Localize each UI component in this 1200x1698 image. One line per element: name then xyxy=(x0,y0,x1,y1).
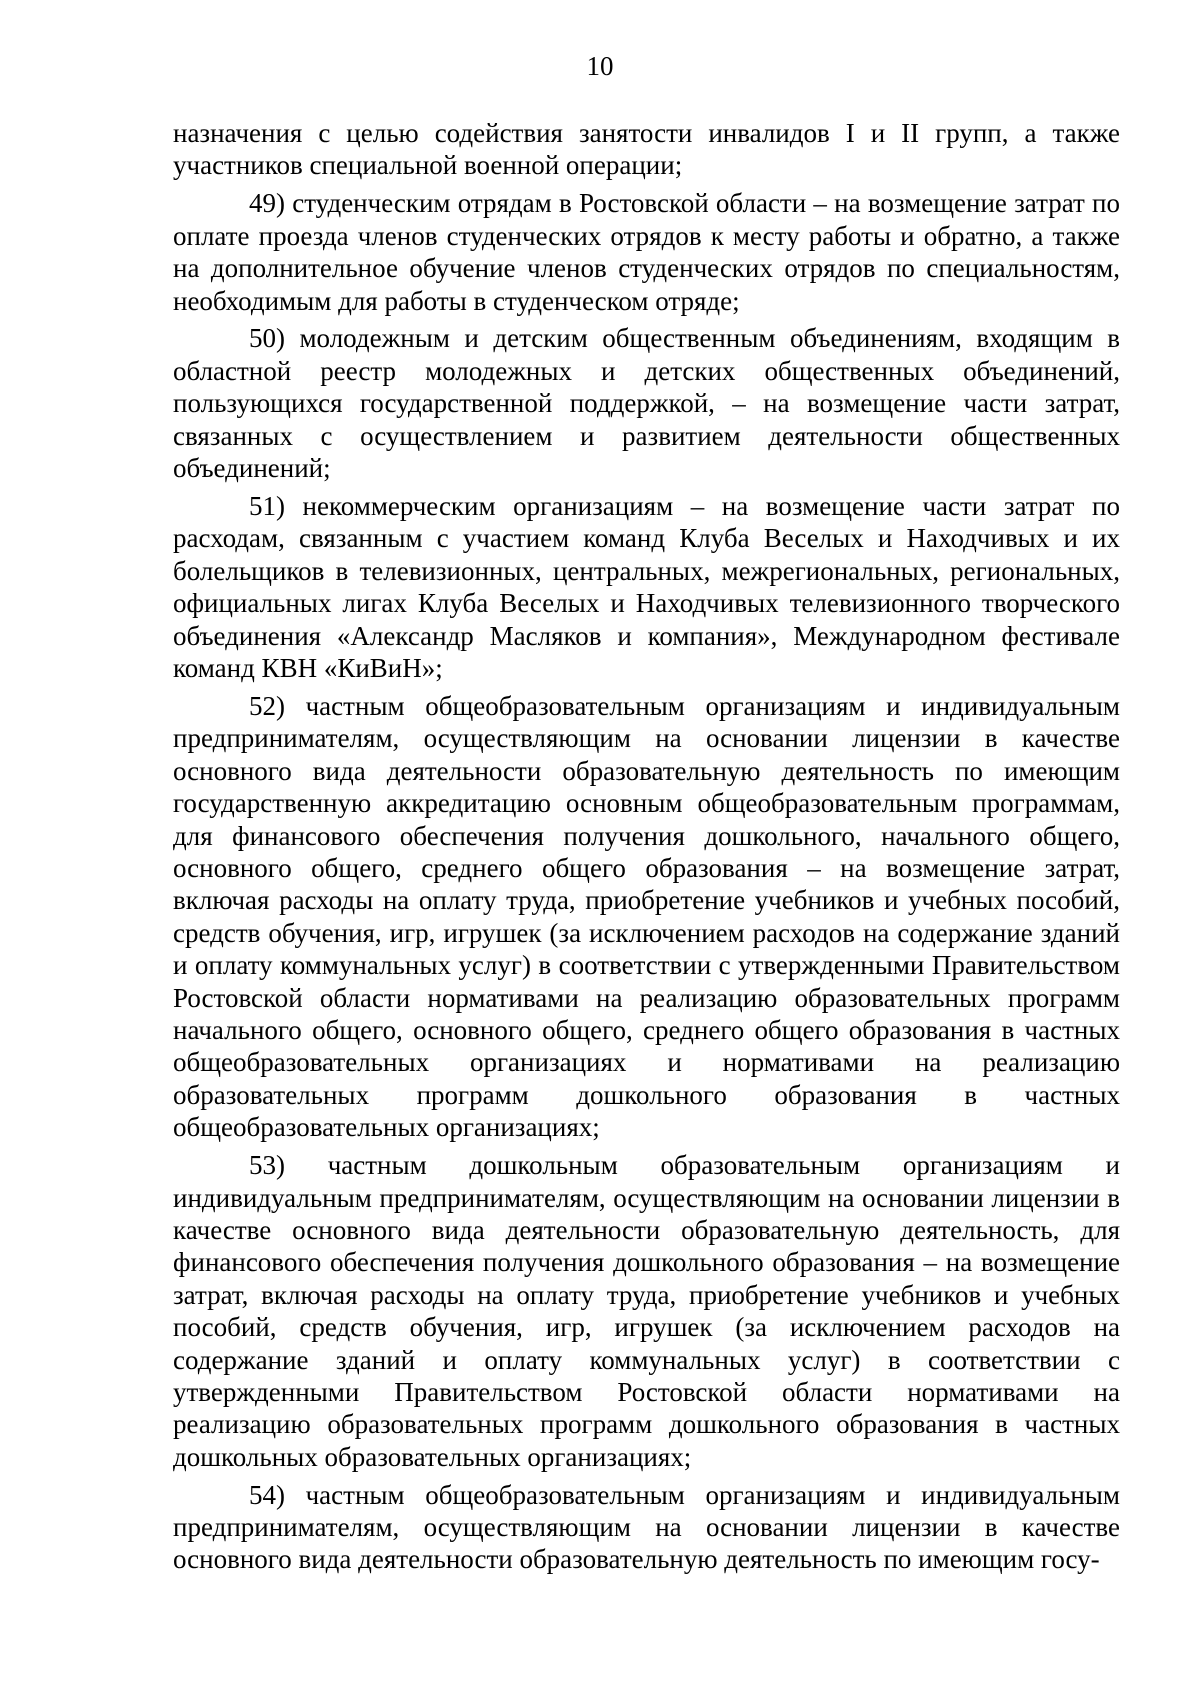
paragraph-item-52: 52) частным общеобразовательным организациям и индивидуальным предпринимателям, осуществляющим на основании лицензии в качестве основного вида деятельности образовательную деятельность по имеющим государственную аккредитацию основным общеобразовательным программам, для финансового обеспечения получения дошкольного, начального общего, основного общего, среднего общего образования – на возмещение затрат, включая расходы на оплату труда, приобретение учебников и учебных пособий, средств обучения, игр, игрушек (за исключением расходов на содержание зданий и оплату коммунальных услуг) в соответствии с утвержденными Правительством Ростовской области нормативами на реализацию образовательных программ начального общего, основного общего, среднего общего образования в частных общеобразовательных организациях и нормативами на реализацию образовательных программ дошкольного образования в частных общеобразовательных организациях; xyxy=(173,690,1120,1143)
paragraph-continuation: назначения с целью содействия занятости инвалидов I и II групп, а также участников специальной военной операции; xyxy=(173,118,1120,181)
page-number: 10 xyxy=(586,51,614,81)
paragraph-item-51: 51) некоммерческим организациям – на возмещение части затрат по расходам, связанным с участием команд Клуба Веселых и Находчивых и их болельщиков в телевизионных, центральных, межрегиональных, региональных, официальных лигах Клуба Веселых и Находчивых телевизионного творческого объединения «Александр Масляков и компания», Международном фестивале команд КВН «КиВиН»; xyxy=(173,490,1120,683)
paragraph-item-53: 53) частным дошкольным образовательным организациям и индивидуальным предпринимателям, осуществляющим на основании лицензии в качестве основного вида деятельности образовательную деятельность, для финансового обеспечения получения дошкольного образования – на возмещение затрат, включая расходы на оплату труда, приобретение учебников и учебных пособий, средств обучения, игр, игрушек (за исключением расходов на содержание зданий и оплату коммунальных услуг) в соответствии с утвержденными Правительством Ростовской области нормативами на реализацию образовательных программ дошкольного образования в частных дошкольных образовательных организациях; xyxy=(173,1150,1120,1472)
paragraph-item-50: 50) молодежным и детским общественным объединениям, входящим в областной реестр молодежных и детских общественных объединений, пользующихся государственной поддержкой, – на возмещение части затрат, связанных с осуществлением и развитием деятельности общественных объединений; xyxy=(173,323,1120,484)
paragraph-item-49: 49) студенческим отрядам в Ростовской области – на возмещение затрат по оплате проезда членов студенческих отрядов к месту работы и обратно, а также на дополнительное обучение членов студенческих отрядов по специальностям, необходимым для работы в студенческом отряде; xyxy=(173,188,1120,316)
paragraph-item-54: 54) частным общеобразовательным организациям и индивидуальным предпринимателям, осуществляющим на основании лицензии в качестве основного вида деятельности образовательную деятельность по имеющим госу- xyxy=(173,1479,1120,1575)
document-body xyxy=(173,117,1120,1576)
